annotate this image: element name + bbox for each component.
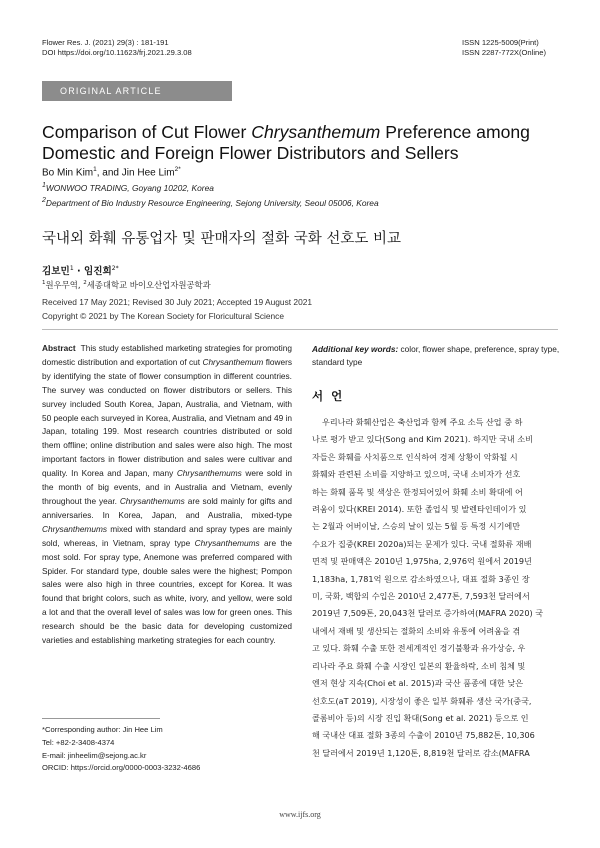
intro-line: 2019년 7,509톤, 20,043천 달러로 증가하여(MAFRA 2020) 국: [312, 608, 544, 619]
journal-citation: Flower Res. J. (2021) 29(3) : 181-191: [42, 38, 169, 47]
keywords-paragraph: [312, 343, 560, 369]
author2-sup: 2*: [174, 166, 181, 173]
keywords-text: color, flower shape, preference, spray type, standard type: [312, 344, 560, 367]
intro-line: 내에서 재배 및 생산되는 절화의 소비와 유통에 어려움을 겪: [312, 625, 521, 636]
section-divider: [42, 329, 558, 330]
corresponding-footnote: [42, 724, 200, 775]
issn-online: ISSN 2287-772X(Online): [462, 48, 546, 57]
author2-ko: 임진희: [83, 266, 112, 277]
abstract-paragraph: [42, 342, 292, 648]
intro-line: 콜롬비아 등)의 시장 진입 확대(Song et al. 2021) 등으로 인: [312, 712, 529, 723]
journal-website[interactable]: www.ijfs.org: [279, 810, 321, 819]
footnote-email[interactable]: E-mail: jinheelim@sejong.ac.kr: [42, 750, 147, 760]
affiliation-2-text: Department of Bio Industry Resource Engineering, Sejong University, Seoul 05006, Korea: [45, 197, 379, 208]
author-separator: , and: [96, 167, 122, 179]
intro-line: 려움이 있다(KREI 2014). 또한 졸업식 및 발렌타인데이가 있: [312, 504, 527, 515]
author1-sup: 1: [93, 166, 97, 173]
author-ko-separator: ·: [73, 266, 84, 277]
abstract-italic-3: Chrysanthemums: [119, 495, 185, 506]
intro-line: 나로 평가 받고 있다(Song and Kim 2021). 하지만 국내 소비: [312, 434, 533, 445]
doi-line[interactable]: DOI https://doi.org/10.11623/frj.2021.29.3.08: [42, 48, 192, 57]
author1-ko-sup: 1: [69, 264, 74, 272]
intro-line: 리나라 주요 화훼 수출 시장인 일본의 환율하락, 소비 침체 및: [312, 660, 526, 671]
title-korean: 국내외 화훼 유통업자 및 판매자의 절화 국화 선호도 비교: [42, 231, 402, 247]
intro-line: 면적 및 판매액은 2010년 1,975ha, 2,976억 원에서 2019년: [312, 556, 532, 567]
abstract-italic-5: Chrysanthemums: [194, 537, 260, 548]
footnote-tel: Tel: +82-2-3408-4374: [42, 737, 115, 747]
affiliation-1-text: WONWOO TRADING, Goyang 10202, Korea: [45, 182, 214, 193]
authors-english: [42, 166, 181, 178]
title-italic: Chrysanthemum: [251, 122, 381, 142]
copyright-notice: Copyright © 2021 by The Korean Society for Floricultural Science: [42, 311, 285, 321]
corresponding-author: *Corresponding author: Jin Hee Lim: [42, 725, 163, 734]
abstract-text-2: flowers by identifying the state of flower consumption in different countries. The survey was conducted on flower distributors or sellers. This survey included South Korea, Japan, Australia, and Vietnam, with 50 people each surveyed in Korea, Australia, and Vietnam and 49 in Japan, totaling 199. Most research countries distributed or sold them offline; online distribution and sales were also high. The most important factors in flower distribution and sales were cultivar and quality. In Korea and Japan, many: [42, 356, 292, 479]
affiliation-2: [42, 197, 379, 208]
issn-print: ISSN 1225-5009(Print): [462, 38, 539, 47]
intro-line: 화훼와 관련된 소비를 지양하고 있으며, 국내 소비자가 선호: [312, 469, 521, 480]
intro-line: 1,183ha, 1,781억 원으로 감소하였으나, 대표 절화 3종인 장: [312, 573, 530, 584]
author1-ko: 김보민: [42, 266, 70, 277]
affiliation-1-sup: 1: [42, 182, 46, 189]
abstract-label: Abstract: [42, 343, 76, 353]
abstract-text-1: This study established marketing strategies for promoting domestic distribution and exportation of cut: [42, 343, 292, 367]
abstract-text-6: are the most sold. For spray type, Anemone was preferred compared with Spider. For standard type, double sales were the highest; Pompon sales were also high in three countries, except for Korea. It was found that bright colors, such as white, ivory, and yellow, were sold a lot and that the overall level of sales was low for green ones. This research should be the basic data for developing customized varieties and establishing marketing strategies for each country.: [42, 537, 292, 646]
author2-name: Jin Hee Lim: [121, 167, 175, 179]
title-part2: Preference among Domestic and Foreign Flower Distributors and Sellers: [42, 122, 530, 163]
journal-header-right: [462, 38, 546, 58]
affiliation-ko-sup2: 2: [83, 280, 87, 287]
affiliation-2-sup: 2: [42, 197, 46, 204]
abstract-text-5: mixed with standard and spray types are mainly sold, whereas, in Vietnam, spray type: [42, 523, 292, 548]
abstract-text-4: are sold mainly for gifts and anniversaries. In Korea, Japan, and Australia, mixed-type: [42, 495, 292, 520]
intro-line: 고 있다. 화훼 수출 또한 전세계적인 경기불황과 유가상승, 우: [312, 643, 526, 654]
intro-line: 해 국내산 대표 절화 3종의 수출이 2010년 75,882톤, 10,306: [312, 730, 535, 741]
title-english: [42, 122, 562, 164]
intro-line: 수요가 집중(KREI 2020a)되는 문제가 있다. 국내 절화류 재배: [312, 538, 532, 549]
abstract-italic-1: Chrysanthemum: [202, 356, 264, 367]
authors-korean: [42, 263, 119, 277]
intro-line: 우리나라 화훼산업은 축산업과 함께 주요 소득 산업 중 하: [322, 417, 523, 427]
introduction-body: [312, 414, 560, 762]
affiliation-korean: [42, 279, 211, 291]
intro-line: 천 달러에서 2019년 1,120톤, 8,819천 달러로 감소(MAFRA: [312, 747, 530, 758]
footnote-divider: [42, 718, 160, 719]
intro-line: 하는 화훼 품목 및 색상은 한정되어있어 화훼 소비 확대에 어: [312, 486, 523, 497]
keywords-label: Additional key words:: [312, 344, 399, 354]
intro-line: 미, 국화, 백합의 수입은 2010년 2,477톤, 7,593천 달러에서: [312, 591, 530, 602]
intro-line: 자들은 화훼를 사치품으로 인식하여 경제 상황이 악화될 시: [312, 451, 518, 462]
intro-line: 선호도(aT 2019), 시장성이 좋은 일부 화훼류 생산 국가(중국,: [312, 695, 532, 706]
intro-line: 엔저 현상 지속(Choi et al. 2015)과 국산 품종에 대한 낮은: [312, 678, 524, 689]
affiliation-ko-sup1: 1: [42, 280, 46, 287]
journal-header-left: [42, 38, 192, 58]
article-type-badge: ORIGINAL ARTICLE: [42, 81, 232, 101]
title-part1: Comparison of Cut Flower: [42, 122, 252, 142]
received-dates: Received 17 May 2021; Revised 30 July 2021; Accepted 19 August 2021: [42, 297, 313, 307]
author1-name: Bo Min Kim: [42, 167, 94, 179]
abstract-italic-2: Chrysanthemums: [176, 468, 242, 479]
intro-line: 는 2월과 어버이날, 스승의 날이 있는 5월 등 특정 시기에만: [312, 521, 521, 532]
author2-ko-sup: 2*: [111, 264, 119, 272]
abstract-text-3: were sold in the month of big events, and in Australia and Vietnam, evenly throughout the year.: [42, 468, 293, 506]
footnote-orcid[interactable]: ORCID: https://orcid.org/0000-0003-3232-4686: [42, 763, 201, 773]
abstract-italic-4: Chrysanthemums: [42, 523, 108, 534]
affiliation-ko-text2: 세종대학교 바이오산업자원공학과: [86, 280, 211, 290]
affiliation-1: [42, 182, 214, 193]
affiliation-ko-text1: 원우무역,: [45, 280, 84, 290]
introduction-heading: 서 언: [312, 389, 343, 403]
